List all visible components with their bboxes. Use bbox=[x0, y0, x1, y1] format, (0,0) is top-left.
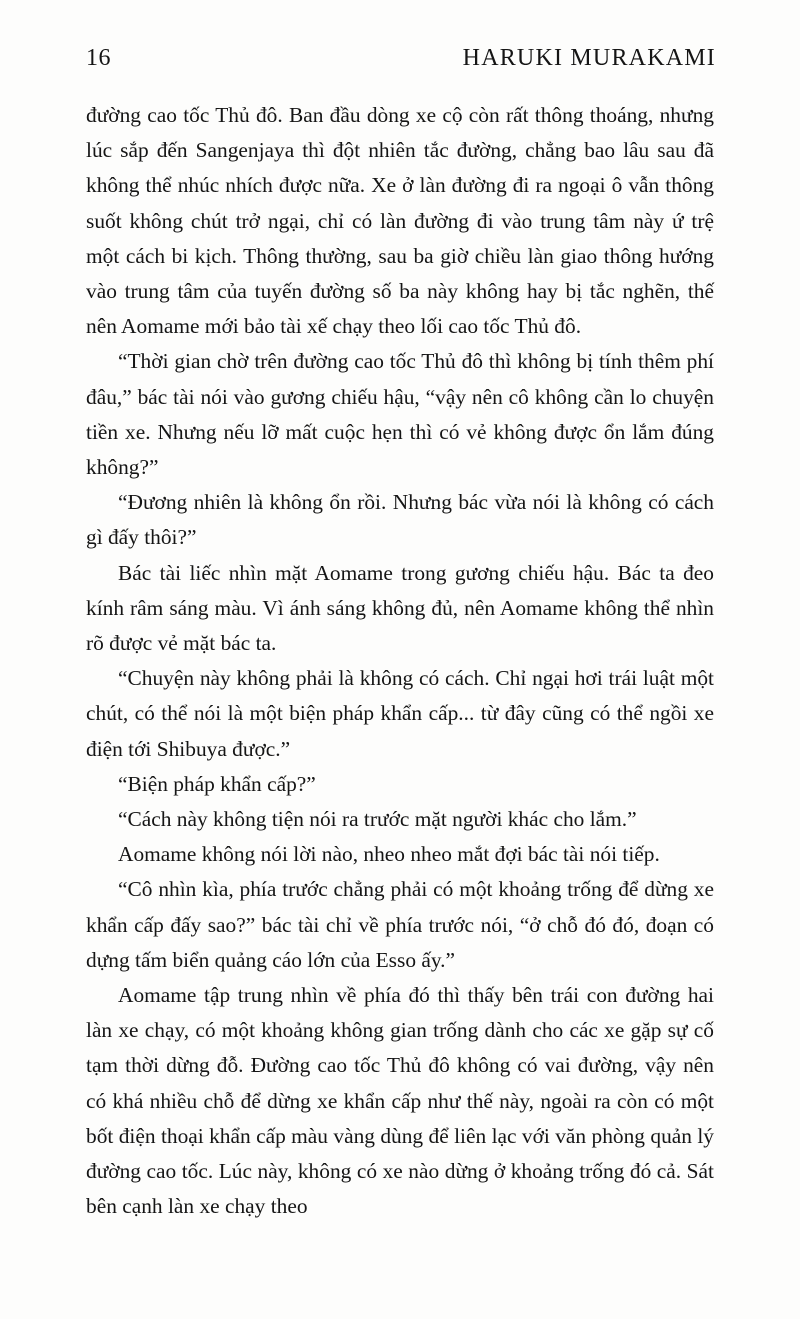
paragraph-6: “Biện pháp khẩn cấp?” bbox=[118, 771, 316, 796]
paragraph-7: “Cách này không tiện nói ra trước mặt người khác cho lắm.” bbox=[118, 807, 637, 832]
running-header-author: HARUKI MURAKAMI bbox=[462, 45, 716, 71]
body-text-block bbox=[86, 98, 714, 1225]
paragraph-5: “Chuyện này không phải là không có cách. Chỉ ngại hơi trái luật một chút, có thể nói là một biện pháp khẩn cấp... từ đây cũng có thể ngồi xe điện tới Shibuya được.” bbox=[86, 666, 714, 761]
paragraph-8: Aomame không nói lời nào, nheo nheo mắt đợi bác tài nói tiếp. bbox=[118, 842, 660, 867]
paragraph-1: đường cao tốc Thủ đô. Ban đầu dòng xe cộ còn rất thông thoáng, nhưng lúc sắp đến Sangenjaya thì đột nhiên tắc đường, chẳng bao lâu sau đã không thể nhúc nhích được nữa. Xe ở làn đường đi ra ngoại ô vẫn thông suốt không chút trở ngại, chỉ có làn đường đi vào trung tâm này ứ trệ một cách bi kịch. Thông thường, sau ba giờ chiều làn giao thông hướng vào trung tâm của tuyến đường số ba này không hay bị tắc nghẽn, thế nên Aomame mới bảo tài xế chạy theo lối cao tốc Thủ đô. bbox=[86, 103, 714, 339]
page-number: 16 bbox=[86, 45, 111, 71]
paragraph-9: “Cô nhìn kìa, phía trước chẳng phải có một khoảng trống để dừng xe khẩn cấp đấy sao?” bác tài chỉ về phía trước nói, “ở chỗ đó đó, đoạn có dựng tấm biển quảng cáo lớn của Esso ấy.” bbox=[86, 877, 714, 972]
paragraph-10: Aomame tập trung nhìn về phía đó thì thấy bên trái con đường hai làn xe chạy, có một khoảng không gian trống dành cho các xe gặp sự cố tạm thời dừng đỗ. Đường cao tốc Thủ đô không có vai đường, vậy nên có khá nhiều chỗ để dừng xe khẩn cấp như thế này, ngoài ra còn có một bốt điện thoại khẩn cấp màu vàng dùng để liên lạc với văn phòng quản lý đường cao tốc. Lúc này, không có xe nào dừng ở khoảng trống đó cả. Sát bên cạnh làn xe chạy theo bbox=[86, 983, 714, 1219]
paragraph-2: “Thời gian chờ trên đường cao tốc Thủ đô thì không bị tính thêm phí đâu,” bác tài nói vào gương chiếu hậu, “vậy nên cô không cần lo chuyện tiền xe. Nhưng nếu lỡ mất cuộc hẹn thì có vẻ không được ổn lắm đúng không?” bbox=[86, 349, 714, 480]
paragraph-3: “Đương nhiên là không ổn rồi. Nhưng bác vừa nói là không có cách gì đấy thôi?” bbox=[86, 490, 714, 550]
paragraph-4: Bác tài liếc nhìn mặt Aomame trong gương chiếu hậu. Bác ta đeo kính râm sáng màu. Vì ánh sáng không đủ, nên Aomame không thể nhìn rõ được vẻ mặt bác ta. bbox=[86, 560, 714, 656]
running-header bbox=[86, 44, 716, 72]
